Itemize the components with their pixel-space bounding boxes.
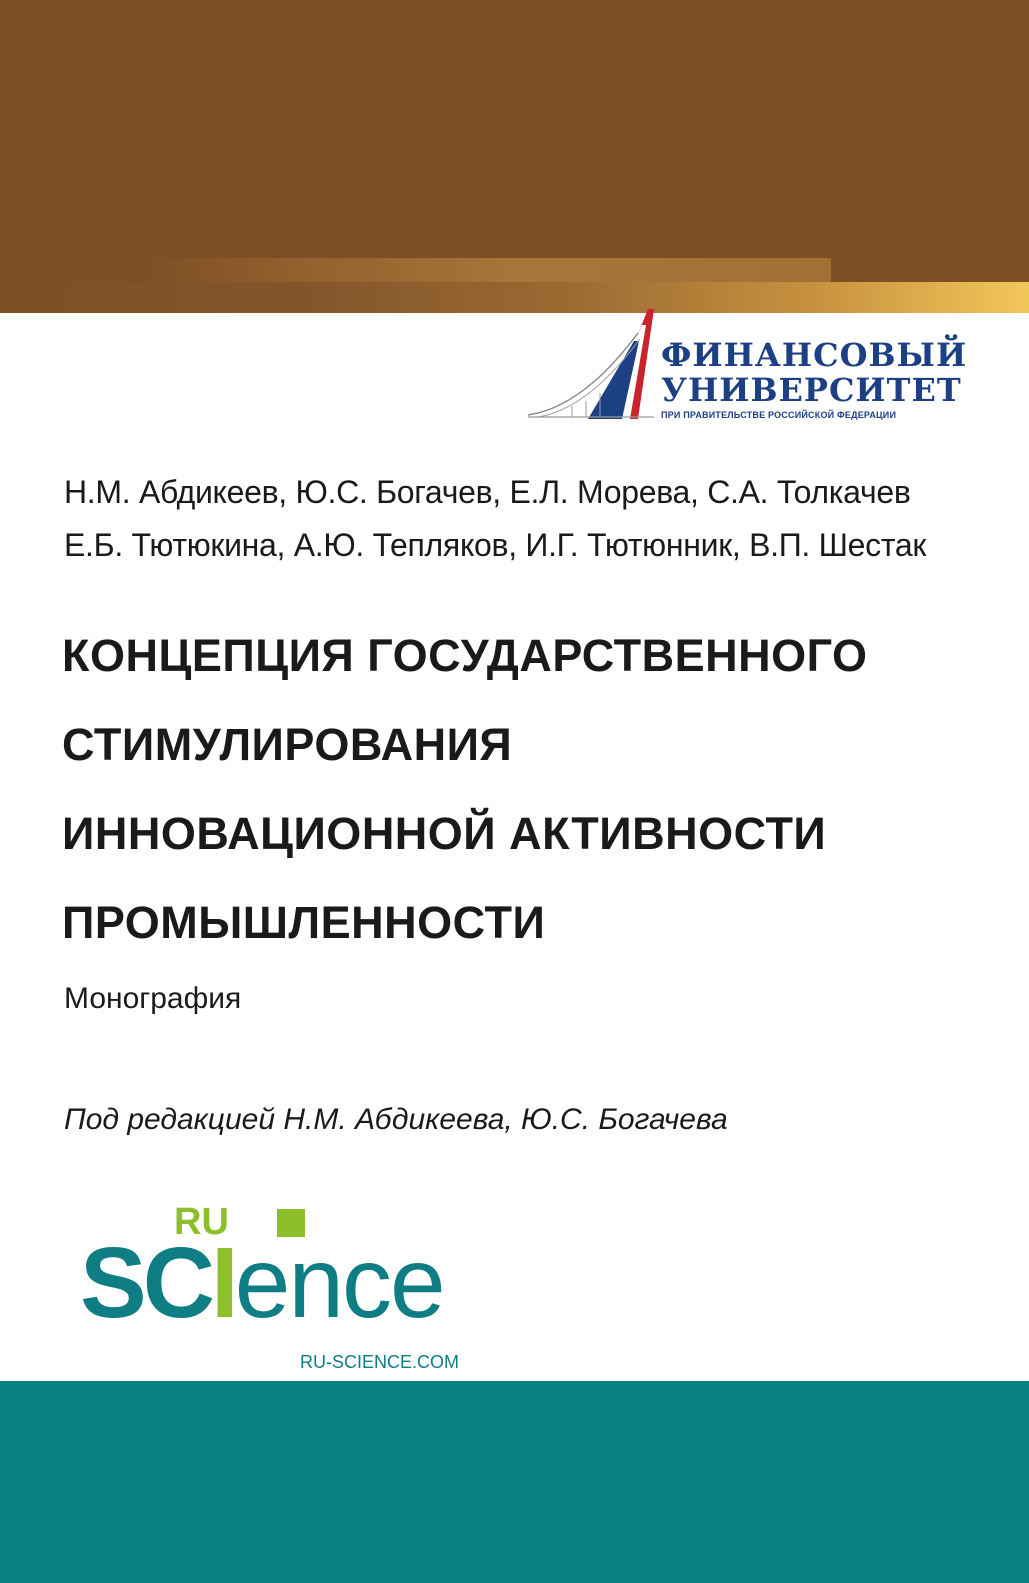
bottom-teal-band bbox=[0, 1381, 1029, 1583]
authors-block bbox=[64, 466, 926, 572]
title-line-2: СТИМУЛИРОВАНИЯ bbox=[62, 719, 513, 770]
financial-university-logo bbox=[528, 309, 968, 424]
university-name-line2: УНИВЕРСИТЕТ bbox=[661, 371, 962, 409]
university-subtitle: ПРИ ПРАВИТЕЛЬСТВЕ РОССИЙСКОЙ ФЕДЕРАЦИИ bbox=[661, 410, 897, 420]
title-line-3: ИННОВАЦИОННОЙ АКТИВНОСТИ bbox=[62, 808, 827, 859]
ruscience-ence: ence bbox=[234, 1227, 444, 1339]
authors-line-1: Н.М. Абдикеев, Ю.С. Богачев, Е.Л. Морева, С.А. Толкачев bbox=[64, 474, 911, 510]
title-line-4: ПРОМЫШЛЕННОСТИ bbox=[62, 897, 546, 948]
book-title bbox=[62, 611, 868, 967]
ruscience-i: I bbox=[210, 1227, 235, 1339]
editors-line: Под редакцией Н.М. Абдикеева, Ю.С. Богачева bbox=[64, 1103, 728, 1136]
ruscience-logo bbox=[80, 1203, 500, 1378]
ruscience-ru: RU bbox=[174, 1201, 229, 1243]
title-line-1: КОНЦЕПЦИЯ ГОСУДАРСТВЕННОГО bbox=[62, 630, 868, 681]
university-emblem-icon bbox=[528, 309, 658, 424]
authors-line-2: Е.Б. Тютюкина, А.Ю. Тепляков, И.Г. Тютюнник, В.П. Шестак bbox=[64, 527, 927, 563]
university-name-line1: ФИНАНСОВЫЙ bbox=[661, 336, 968, 374]
ruscience-sc: SC bbox=[80, 1227, 211, 1339]
decorative-stripe-upper bbox=[143, 258, 831, 282]
ruscience-url: RU-SCIENCE.COM bbox=[300, 1352, 460, 1372]
ruscience-wordmark bbox=[80, 1227, 444, 1339]
book-genre: Монография bbox=[64, 982, 242, 1015]
